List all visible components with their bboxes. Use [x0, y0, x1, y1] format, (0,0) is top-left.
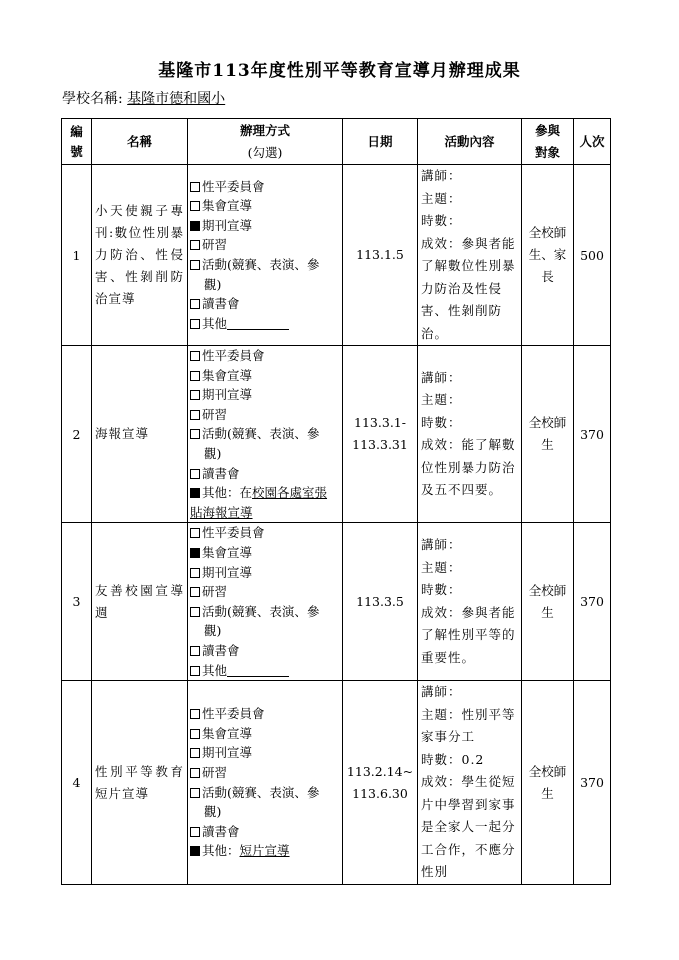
method-option [190, 641, 340, 661]
method-option [190, 464, 340, 484]
content-line: 成效：參與者能了解數位性別暴力防治及性侵害、性剝削防治。 [421, 235, 516, 341]
activity-content [418, 346, 522, 523]
activity-name: 性別平等教育短片宣導 [92, 681, 188, 885]
option-label: 其他： [202, 843, 240, 859]
checkbox[interactable] [190, 788, 200, 798]
option-label: 性平委員會 [202, 348, 265, 363]
method-option [190, 602, 340, 622]
row-number: 3 [62, 523, 92, 681]
header-method-label: 辦理方式 [239, 122, 290, 138]
content-line: 時數： [421, 414, 462, 430]
audience: 全校師生 [522, 523, 574, 681]
option-label: 集會宣導 [202, 725, 253, 741]
checkbox[interactable] [190, 488, 200, 498]
activity-content [418, 523, 522, 681]
option-label: 集會宣導 [202, 367, 253, 383]
content-line: 講師： [421, 684, 462, 700]
option-label: 讀書會 [202, 465, 240, 481]
date-start: 113.2.14~ [346, 763, 414, 779]
method-option [190, 724, 340, 744]
checkbox[interactable] [190, 587, 200, 597]
audience: 全校師生、家長 [522, 165, 574, 346]
checkbox[interactable] [190, 221, 200, 231]
option-label: 讀書會 [202, 643, 240, 659]
date-start: 113.3.5 [356, 593, 404, 609]
option-label: 性平委員會 [202, 525, 265, 541]
checkbox[interactable] [190, 201, 200, 211]
option-label-cont: 觀) [204, 804, 222, 820]
content-line: 時數：0.2 [421, 751, 485, 767]
method-option [190, 704, 340, 724]
activity-name: 小天使親子專刊:數位性別暴力防治、性侵害、性剝削防治宣導 [92, 165, 188, 346]
method-option [190, 177, 340, 197]
checkbox[interactable] [190, 299, 200, 309]
row-number: 4 [62, 681, 92, 885]
checkbox[interactable] [190, 260, 200, 270]
header-name: 名稱 [92, 119, 188, 165]
audience: 全校師生 [522, 681, 574, 885]
row-number: 2 [62, 346, 92, 523]
checkbox[interactable] [190, 709, 200, 719]
table-row [62, 346, 611, 523]
checkbox[interactable] [190, 182, 200, 192]
option-label: 期刊宣導 [202, 387, 253, 403]
activity-content [418, 681, 522, 885]
date-start: 113.3.1- [354, 415, 406, 431]
header-method [188, 119, 343, 165]
header-audience: 參與對象 [522, 119, 574, 165]
option-label-cont: 觀) [204, 276, 222, 292]
header-row [62, 119, 611, 165]
method-options [188, 681, 343, 885]
method-option [190, 543, 340, 563]
method-option [190, 743, 340, 763]
activity-date [343, 523, 418, 681]
checkbox[interactable] [190, 748, 200, 758]
method-option [190, 763, 340, 783]
row-number: 1 [62, 165, 92, 346]
option-label: 研習 [202, 237, 228, 253]
date-start: 113.1.5 [356, 247, 404, 262]
option-label: 其他 [202, 662, 228, 678]
activity-name: 海報宣導 [92, 346, 188, 523]
other-detail: 短片宣導 [239, 843, 290, 859]
header-count: 人次 [574, 119, 611, 165]
checkbox[interactable] [190, 429, 200, 439]
option-label: 讀書會 [202, 296, 240, 312]
participant-count: 370 [574, 346, 611, 523]
header-date: 日期 [343, 119, 418, 165]
table-row [62, 523, 611, 681]
method-options [188, 165, 343, 346]
method-options [188, 346, 343, 523]
school-name-line [62, 88, 233, 108]
participant-count: 370 [574, 523, 611, 681]
option-label: 性平委員會 [202, 706, 265, 722]
method-option [190, 385, 340, 405]
activity-content [418, 165, 522, 346]
document-title: 基隆市113年度性別平等教育宣導月辦理成果 [158, 61, 521, 81]
method-option [190, 216, 340, 236]
checkbox[interactable] [190, 607, 200, 617]
method-option [190, 661, 340, 681]
method-option [190, 523, 340, 543]
header-number: 編號 [62, 119, 92, 165]
option-label: 研習 [202, 406, 228, 422]
date-end: 113.3.31 [352, 437, 408, 453]
results-table [61, 118, 611, 885]
method-option [190, 783, 340, 803]
method-option [190, 563, 340, 583]
header-content: 活動內容 [418, 119, 522, 165]
content-line: 主題： [421, 392, 462, 408]
option-label: 期刊宣導 [202, 217, 253, 233]
checkbox[interactable] [190, 646, 200, 656]
method-option [190, 196, 340, 216]
checkbox[interactable] [190, 240, 200, 250]
content-line: 成效：參與者能了解性別平等的重要性。 [421, 604, 516, 665]
option-label-cont: 觀) [204, 445, 222, 461]
content-line: 講師： [421, 168, 462, 183]
content-line: 主題： [421, 190, 462, 206]
method-options [188, 523, 343, 681]
method-option [190, 405, 340, 425]
date-end: 113.6.30 [352, 785, 408, 801]
content-line: 講師： [421, 369, 462, 385]
checkbox[interactable] [190, 548, 200, 558]
checkbox[interactable] [190, 729, 200, 739]
other-detail: 校園各處室張 [252, 485, 328, 501]
school-name: 基隆市德和國小 [127, 91, 226, 107]
option-label: 其他：在 [202, 485, 253, 501]
participant-count: 500 [574, 165, 611, 346]
method-option [190, 822, 340, 842]
checkbox[interactable] [190, 469, 200, 479]
method-option [190, 483, 340, 503]
method-option [190, 294, 340, 314]
content-line: 主題：性別平等家事分工 [421, 706, 516, 745]
method-option [190, 582, 340, 602]
checkbox[interactable] [190, 371, 200, 381]
method-option [190, 366, 340, 386]
checkbox[interactable] [190, 846, 200, 856]
option-label: 活動(競賽、表演、參 [202, 784, 320, 800]
participant-count: 370 [574, 681, 611, 885]
table-row [62, 681, 611, 885]
checkbox[interactable] [190, 666, 200, 676]
activity-date [343, 165, 418, 346]
option-label: 活動(競賽、表演、參 [202, 603, 320, 619]
content-line: 講師： [421, 537, 462, 553]
method-option [190, 424, 340, 444]
option-label: 研習 [202, 765, 228, 780]
option-label: 活動(競賽、表演、參 [202, 426, 320, 442]
checkbox[interactable] [190, 410, 200, 420]
header-method-sub: (勾選) [247, 144, 283, 160]
table-row [62, 165, 611, 346]
option-label: 性平委員會 [202, 178, 265, 194]
option-label: 期刊宣導 [202, 745, 253, 761]
checkbox[interactable] [190, 768, 200, 778]
option-label: 讀書會 [202, 823, 240, 839]
checkbox[interactable] [190, 568, 200, 578]
other-blank [227, 664, 289, 677]
method-option [190, 346, 340, 366]
activity-date [343, 681, 418, 885]
option-label: 研習 [202, 584, 228, 600]
method-option [190, 314, 340, 334]
option-label: 集會宣導 [202, 198, 253, 214]
checkbox[interactable] [190, 319, 200, 329]
other-blank [227, 317, 289, 330]
method-option [190, 841, 340, 861]
content-line: 時數： [421, 582, 462, 598]
content-line: 成效：能了解數位性別暴力防治及五不四要。 [421, 437, 516, 498]
option-label: 其他 [202, 315, 228, 331]
option-label: 活動(競賽、表演、參 [202, 257, 320, 272]
option-label-cont: 觀) [204, 623, 222, 639]
checkbox[interactable] [190, 351, 200, 361]
method-option [190, 255, 340, 275]
content-line: 時數： [421, 213, 462, 228]
other-detail-cont: 貼海報宣導 [190, 504, 253, 520]
method-option [190, 235, 340, 255]
checkbox[interactable] [190, 827, 200, 837]
checkbox[interactable] [190, 390, 200, 400]
option-label: 期刊宣導 [202, 564, 253, 580]
audience: 全校師生 [522, 346, 574, 523]
activity-name: 友善校園宣導週 [92, 523, 188, 681]
checkbox[interactable] [190, 528, 200, 538]
activity-date [343, 346, 418, 523]
content-line: 主題： [421, 559, 462, 575]
option-label: 集會宣導 [202, 545, 253, 561]
school-label: 學校名稱: [62, 91, 123, 107]
content-line: 成效：學生從短片中學習到家事是全家人一起分工合作，不應分性別 [421, 774, 516, 880]
